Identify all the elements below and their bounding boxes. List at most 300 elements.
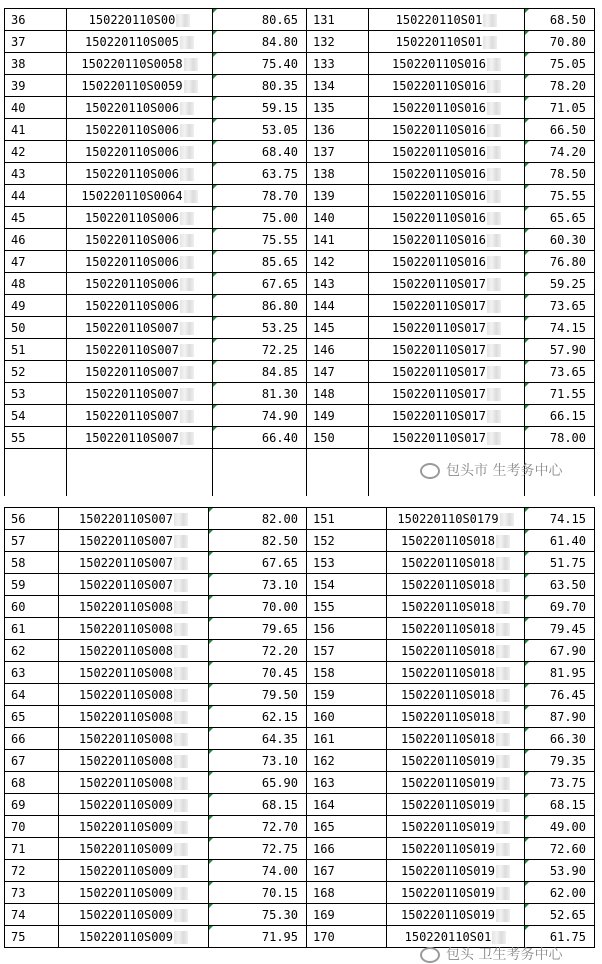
row-number	[5, 427, 67, 449]
score-value	[525, 838, 595, 860]
redaction-mark	[487, 410, 501, 423]
table-row	[5, 53, 595, 75]
score-value-text: 74.15	[549, 320, 586, 335]
candidate-id-text: 150220110S008	[79, 599, 173, 614]
row-number-text: 73	[11, 885, 26, 900]
row-number-text: 67	[11, 753, 26, 768]
candidate-id	[59, 904, 209, 926]
redaction-mark	[496, 689, 510, 702]
redaction-mark	[180, 212, 194, 225]
row-number-text: 165	[313, 819, 335, 834]
score-value-text: 72.70	[261, 819, 298, 834]
score-value-text: 84.85	[261, 364, 298, 379]
row-number-text: 50	[11, 320, 26, 335]
score-value-text: 62.00	[549, 885, 586, 900]
redaction-mark	[487, 102, 501, 115]
candidate-id-text: 150220110S007	[79, 533, 173, 548]
table-row	[5, 251, 595, 273]
candidate-id-text: 150220110S009	[79, 863, 173, 878]
candidate-id-text: 150220110S017	[392, 276, 486, 291]
redaction-mark	[180, 256, 194, 269]
score-value-text: 75.00	[261, 210, 298, 225]
score-value-text: 53.05	[261, 122, 298, 137]
row-number	[307, 750, 387, 772]
row-number	[307, 31, 369, 53]
score-value-text: 72.60	[549, 841, 586, 856]
candidate-id-text: 150220110S017	[392, 342, 486, 357]
table-row	[5, 618, 595, 640]
row-number	[5, 706, 59, 728]
redaction-mark	[487, 190, 501, 203]
score-value	[213, 229, 307, 251]
redaction-mark	[180, 344, 194, 357]
table-row	[5, 860, 595, 882]
empty-cell	[307, 449, 369, 498]
table-row	[5, 163, 595, 185]
candidate-id-text: 150220110S0059	[81, 78, 183, 93]
score-value-text: 57.90	[549, 342, 586, 357]
score-value-text: 78.20	[549, 78, 586, 93]
candidate-id	[369, 141, 525, 163]
score-value	[525, 904, 595, 926]
row-number	[5, 383, 67, 405]
candidate-id-text: 150220110S019	[401, 819, 495, 834]
score-value-text: 70.15	[261, 885, 298, 900]
score-value-text: 75.55	[549, 188, 586, 203]
score-value	[209, 618, 307, 640]
redaction-mark	[180, 124, 194, 137]
row-number-text: 63	[11, 665, 26, 680]
row-number	[5, 141, 67, 163]
candidate-id-text: 150220110S007	[79, 555, 173, 570]
score-value-text: 84.80	[261, 34, 298, 49]
score-value	[213, 295, 307, 317]
row-number	[307, 119, 369, 141]
candidate-id	[369, 317, 525, 339]
redaction-mark	[180, 168, 194, 181]
row-number	[307, 684, 387, 706]
candidate-id-text: 150220110S007	[85, 342, 179, 357]
score-value-text: 75.05	[549, 56, 586, 71]
candidate-id-text: 150220110S0064	[81, 188, 183, 203]
row-number-text: 68	[11, 775, 26, 790]
score-value	[525, 552, 595, 574]
row-number	[307, 662, 387, 684]
row-number-text: 39	[11, 78, 26, 93]
row-number-text: 159	[313, 687, 335, 702]
row-number	[307, 596, 387, 618]
score-value	[213, 383, 307, 405]
candidate-id	[59, 662, 209, 684]
table-row	[5, 684, 595, 706]
candidate-id	[387, 750, 525, 772]
candidate-id-text: 150220110S0058	[81, 56, 183, 71]
row-number-text: 138	[313, 166, 335, 181]
candidate-id	[387, 860, 525, 882]
redaction-mark	[487, 300, 501, 313]
candidate-id-text: 150220110S017	[392, 298, 486, 313]
row-number	[5, 251, 67, 273]
score-value-text: 76.45	[549, 687, 586, 702]
candidate-id	[369, 361, 525, 383]
row-number-text: 148	[313, 386, 335, 401]
score-value	[213, 75, 307, 97]
candidate-id	[59, 926, 209, 948]
row-number-text: 139	[313, 188, 335, 203]
empty-cell	[213, 449, 307, 498]
candidate-id	[369, 185, 525, 207]
table-row	[5, 596, 595, 618]
score-value	[525, 662, 595, 684]
score-value	[525, 794, 595, 816]
table-row	[5, 816, 595, 838]
table-row	[5, 662, 595, 684]
row-number-text: 136	[313, 122, 335, 137]
score-value	[525, 816, 595, 838]
candidate-id	[59, 640, 209, 662]
table-row	[5, 838, 595, 860]
redaction-mark	[496, 887, 510, 900]
redaction-mark	[496, 623, 510, 636]
table-row	[5, 9, 595, 31]
candidate-id	[387, 706, 525, 728]
score-value	[525, 53, 595, 75]
score-value	[525, 750, 595, 772]
candidate-id	[387, 662, 525, 684]
sheet-divider	[0, 496, 602, 504]
candidate-id-text: 150220110S007	[85, 320, 179, 335]
redaction-mark	[180, 388, 194, 401]
score-value-text: 73.65	[549, 298, 586, 313]
score-value	[525, 596, 595, 618]
candidate-id-text: 150220110S016	[392, 254, 486, 269]
table-row	[5, 31, 595, 53]
row-number-text: 44	[11, 188, 26, 203]
table-row	[5, 427, 595, 449]
score-value-text: 79.50	[261, 687, 298, 702]
score-value	[525, 163, 595, 185]
redaction-mark	[496, 733, 510, 746]
candidate-id	[59, 838, 209, 860]
row-number-text: 52	[11, 364, 26, 379]
score-value-text: 52.65	[549, 907, 586, 922]
row-number	[307, 926, 387, 948]
row-number-text: 38	[11, 56, 26, 71]
row-number	[5, 9, 67, 31]
row-number-text: 135	[313, 100, 335, 115]
score-value-text: 60.30	[549, 232, 586, 247]
row-number	[307, 794, 387, 816]
candidate-id-text: 150220110S007	[79, 511, 173, 526]
score-value	[525, 295, 595, 317]
candidate-id	[59, 706, 209, 728]
score-value	[525, 508, 595, 530]
redaction-mark	[174, 601, 188, 614]
score-value-text: 87.90	[549, 709, 586, 724]
row-number-text: 46	[11, 232, 26, 247]
candidate-id	[369, 53, 525, 75]
redaction-mark	[174, 513, 188, 526]
row-number	[5, 596, 59, 618]
candidate-id	[67, 141, 213, 163]
redaction-mark	[174, 711, 188, 724]
row-number	[5, 339, 67, 361]
score-value-text: 73.10	[261, 753, 298, 768]
candidate-id	[67, 97, 213, 119]
score-value-text: 73.75	[549, 775, 586, 790]
row-number-text: 49	[11, 298, 26, 313]
candidate-id	[369, 207, 525, 229]
candidate-id	[59, 574, 209, 596]
candidate-id	[67, 31, 213, 53]
candidate-id-text: 150220110S016	[392, 144, 486, 159]
candidate-id	[59, 794, 209, 816]
row-number	[5, 31, 67, 53]
redaction-mark	[496, 909, 510, 922]
row-number-text: 169	[313, 907, 335, 922]
score-value-text: 67.65	[261, 276, 298, 291]
candidate-id-text: 150220110S018	[401, 599, 495, 614]
candidate-id-text: 150220110S018	[401, 709, 495, 724]
candidate-id-text: 150220110S008	[79, 731, 173, 746]
table-row	[5, 97, 595, 119]
candidate-id	[387, 794, 525, 816]
row-number	[5, 229, 67, 251]
row-number-text: 170	[313, 929, 335, 944]
candidate-id-text: 150220110S008	[79, 687, 173, 702]
score-value	[213, 141, 307, 163]
row-number	[307, 552, 387, 574]
candidate-id	[67, 251, 213, 273]
candidate-id	[67, 361, 213, 383]
row-number	[5, 185, 67, 207]
candidate-id	[369, 119, 525, 141]
score-table-bottom	[4, 507, 595, 948]
candidate-id-text: 150220110S009	[79, 797, 173, 812]
score-value	[213, 273, 307, 295]
redaction-mark	[174, 909, 188, 922]
watermark-bottom: 包头 卫生考务中心	[420, 944, 562, 964]
row-number	[5, 618, 59, 640]
score-value-text: 72.75	[261, 841, 298, 856]
candidate-id-text: 150220110S01	[395, 12, 483, 27]
score-value-text: 65.90	[261, 775, 298, 790]
row-number-text: 61	[11, 621, 26, 636]
score-value-text: 79.45	[549, 621, 586, 636]
row-number-text: 162	[313, 753, 335, 768]
row-number	[5, 405, 67, 427]
row-number	[307, 838, 387, 860]
table-row	[5, 229, 595, 251]
score-value	[525, 618, 595, 640]
table-row	[5, 574, 595, 596]
row-number	[307, 141, 369, 163]
candidate-id-text: 150220110S016	[392, 122, 486, 137]
score-value-text: 75.55	[261, 232, 298, 247]
score-value-text: 67.90	[549, 643, 586, 658]
candidate-id-text: 150220110S0179	[397, 511, 499, 526]
score-value	[525, 728, 595, 750]
row-number-text: 163	[313, 775, 335, 790]
redaction-mark	[496, 843, 510, 856]
score-value-text: 63.75	[261, 166, 298, 181]
score-value	[213, 207, 307, 229]
redaction-mark	[483, 14, 497, 27]
score-value	[213, 405, 307, 427]
table-row	[5, 119, 595, 141]
candidate-id	[67, 75, 213, 97]
score-value-text: 85.65	[261, 254, 298, 269]
row-number	[5, 317, 67, 339]
row-number-text: 145	[313, 320, 335, 335]
redaction-mark	[180, 432, 194, 445]
candidate-id-text: 150220110S016	[392, 166, 486, 181]
score-value-text: 63.50	[549, 577, 586, 592]
row-number	[5, 926, 59, 948]
candidate-id-text: 150220110S008	[79, 643, 173, 658]
row-number	[307, 75, 369, 97]
redaction-mark	[496, 645, 510, 658]
redaction-mark	[174, 579, 188, 592]
row-number-text: 71	[11, 841, 26, 856]
row-number	[5, 53, 67, 75]
candidate-id	[67, 53, 213, 75]
row-number-text: 58	[11, 555, 26, 570]
score-value-text: 51.75	[549, 555, 586, 570]
row-number	[307, 339, 369, 361]
table-row	[5, 273, 595, 295]
redaction-mark	[174, 777, 188, 790]
candidate-id-text: 150220110S017	[392, 408, 486, 423]
table-row	[5, 750, 595, 772]
row-number	[5, 530, 59, 552]
score-value-text: 78.70	[261, 188, 298, 203]
score-value	[213, 361, 307, 383]
candidate-id-text: 150220110S009	[79, 819, 173, 834]
row-number	[5, 904, 59, 926]
candidate-id	[387, 552, 525, 574]
candidate-id-text: 150220110S018	[401, 687, 495, 702]
row-number	[307, 640, 387, 662]
redaction-mark	[487, 344, 501, 357]
row-number-text: 65	[11, 709, 26, 724]
row-number-text: 157	[313, 643, 335, 658]
redaction-mark	[174, 865, 188, 878]
redaction-mark	[174, 645, 188, 658]
row-number	[307, 97, 369, 119]
score-value	[209, 904, 307, 926]
row-number-text: 142	[313, 254, 335, 269]
row-number-text: 72	[11, 863, 26, 878]
empty-cell	[67, 449, 213, 498]
redaction-mark	[496, 667, 510, 680]
score-value-text: 69.70	[549, 599, 586, 614]
row-number	[307, 9, 369, 31]
row-number-text: 151	[313, 511, 335, 526]
candidate-id-text: 150220110S006	[85, 254, 179, 269]
score-value	[209, 640, 307, 662]
redaction-mark	[180, 146, 194, 159]
empty-cell	[5, 449, 67, 498]
score-value-text: 81.95	[549, 665, 586, 680]
candidate-id	[59, 772, 209, 794]
score-value-text: 82.50	[261, 533, 298, 548]
redaction-mark	[487, 168, 501, 181]
score-value	[213, 339, 307, 361]
table-row	[5, 75, 595, 97]
score-value-text: 72.25	[261, 342, 298, 357]
row-number-text: 75	[11, 929, 26, 944]
score-value-text: 66.30	[549, 731, 586, 746]
row-number-text: 55	[11, 430, 26, 445]
row-number	[307, 405, 369, 427]
redaction-mark	[174, 733, 188, 746]
row-number-text: 70	[11, 819, 26, 834]
redaction-mark	[487, 124, 501, 137]
candidate-id-text: 150220110S007	[85, 386, 179, 401]
candidate-id	[67, 229, 213, 251]
score-value-text: 53.90	[549, 863, 586, 878]
row-number	[5, 97, 67, 119]
redaction-mark	[487, 80, 501, 93]
score-value-text: 71.95	[261, 929, 298, 944]
row-number-text: 156	[313, 621, 335, 636]
score-value	[209, 860, 307, 882]
row-number-text: 161	[313, 731, 335, 746]
row-number-text: 45	[11, 210, 26, 225]
score-value-text: 72.20	[261, 643, 298, 658]
candidate-id-text: 150220110S018	[401, 533, 495, 548]
candidate-id-text: 150220110S006	[85, 122, 179, 137]
score-value	[525, 119, 595, 141]
candidate-id-text: 150220110S017	[392, 386, 486, 401]
row-number-text: 153	[313, 555, 335, 570]
candidate-id-text: 150220110S005	[85, 34, 179, 49]
row-number-text: 164	[313, 797, 335, 812]
candidate-id-text: 150220110S019	[401, 775, 495, 790]
row-number	[307, 207, 369, 229]
redaction-mark	[184, 190, 198, 203]
score-value	[213, 53, 307, 75]
score-value	[525, 207, 595, 229]
redaction-mark	[184, 80, 198, 93]
redaction-mark	[487, 432, 501, 445]
candidate-id-text: 150220110S01	[395, 34, 483, 49]
row-number-text: 51	[11, 342, 26, 357]
row-number-text: 60	[11, 599, 26, 614]
redaction-mark	[492, 931, 506, 944]
redaction-mark	[487, 388, 501, 401]
candidate-id	[369, 229, 525, 251]
score-value	[525, 383, 595, 405]
row-number	[5, 728, 59, 750]
candidate-id	[59, 882, 209, 904]
candidate-id-text: 150220110S006	[85, 100, 179, 115]
row-number	[307, 163, 369, 185]
redaction-mark	[500, 513, 514, 526]
candidate-id	[387, 772, 525, 794]
candidate-id-text: 150220110S016	[392, 188, 486, 203]
score-value	[525, 97, 595, 119]
candidate-id-text: 150220110S016	[392, 210, 486, 225]
row-number	[307, 383, 369, 405]
candidate-id-text: 150220110S016	[392, 100, 486, 115]
row-number	[5, 508, 59, 530]
score-value	[525, 860, 595, 882]
redaction-mark	[483, 36, 497, 49]
score-value-text: 75.40	[261, 56, 298, 71]
candidate-id-text: 150220110S017	[392, 430, 486, 445]
